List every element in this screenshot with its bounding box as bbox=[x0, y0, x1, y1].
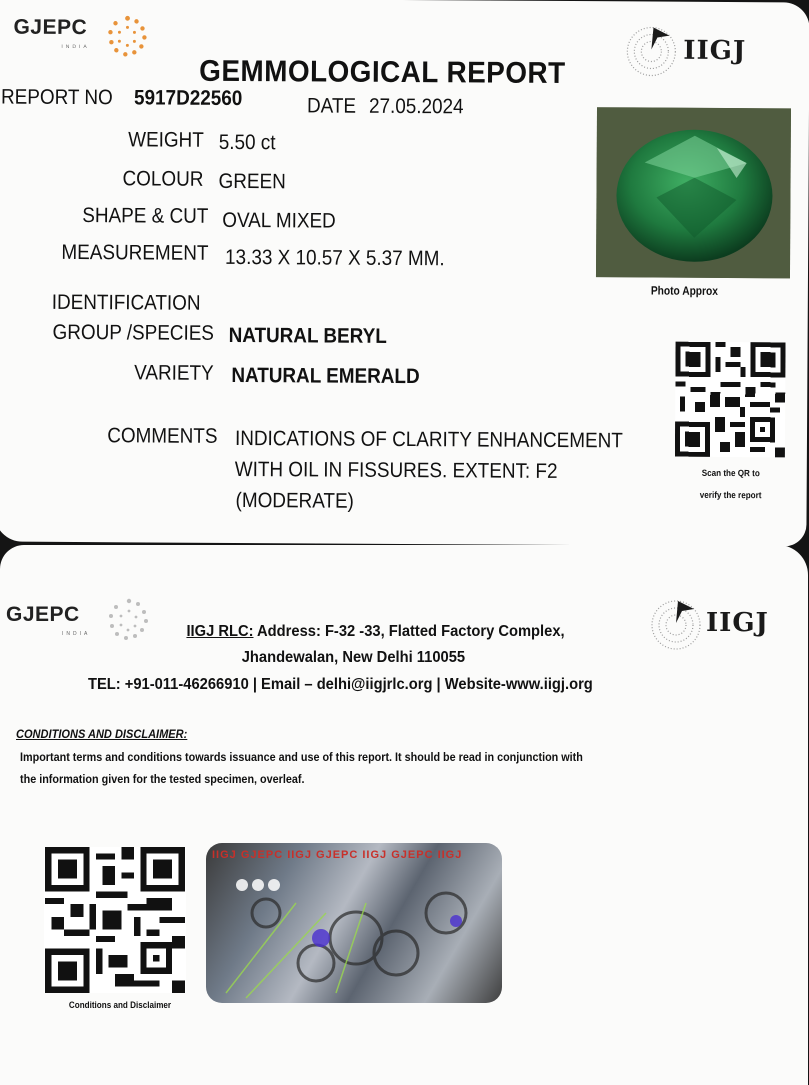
comments-line-2: WITH OIL IN FISSURES. EXTENT: F2 bbox=[234, 457, 558, 483]
date-value: 27.05.2024 bbox=[368, 94, 464, 119]
iigj-burst-icon bbox=[623, 23, 679, 79]
gjepc-logo-text: GJEPC bbox=[13, 15, 88, 40]
conditions-qr-code[interactable] bbox=[44, 847, 186, 993]
shape-cut-value: OVAL MIXED bbox=[222, 208, 336, 233]
gjepc-logo-subtext-back: INDIA bbox=[62, 631, 91, 637]
weight-value: 5.50 ct bbox=[218, 130, 276, 155]
gjepc-sunburst-back-icon bbox=[104, 595, 154, 645]
qr-caption-line-2: verify the report bbox=[699, 489, 762, 501]
hologram-text: IIGJ GJEPC IIGJ GJEPC IIGJ GJEPC IIGJ bbox=[212, 849, 463, 861]
gjepc-sunburst-icon bbox=[103, 12, 151, 60]
weight-label: WEIGHT bbox=[128, 128, 204, 152]
variety-label: VARIETY bbox=[133, 361, 214, 385]
gjepc-logo-subtext: INDIA bbox=[61, 43, 90, 51]
iigj-logo-text-back: IIGJ bbox=[706, 608, 769, 638]
group-species-label: GROUP /SPECIES bbox=[52, 320, 214, 345]
shape-cut-label: SHAPE & CUT bbox=[82, 204, 209, 228]
identification-label: IDENTIFICATION bbox=[51, 290, 201, 315]
variety-value: NATURAL EMERALD bbox=[231, 363, 420, 389]
qr-caption-line-1: Scan the QR to bbox=[701, 467, 760, 479]
report-title: GEMMOLOGICAL REPORT bbox=[199, 54, 566, 90]
measurement-value: 13.33 X 10.57 X 5.37 MM. bbox=[225, 245, 445, 271]
iigj-burst-back-icon bbox=[648, 597, 704, 653]
conditions-heading: CONDITIONS AND DISCLAIMER: bbox=[16, 727, 188, 741]
emerald-gem-icon bbox=[596, 107, 791, 278]
conditions-text-1: Important terms and conditions towards issuance and use of this report. It should be read in conjunction with bbox=[20, 750, 583, 764]
address-lead: IIGJ RLC: bbox=[186, 623, 254, 640]
comments-line-1: INDICATIONS OF CLARITY ENHANCEMENT bbox=[234, 426, 623, 453]
colour-label: COLOUR bbox=[122, 167, 204, 191]
iigj-logo-text: IIGJ bbox=[683, 35, 747, 67]
measurement-label: MEASUREMENT bbox=[61, 240, 209, 265]
contact-line: TEL: +91-011-46266910 | Email – delhi@iigjrlc.org | Website-www.iigj.org bbox=[87, 676, 593, 693]
address-text: Address: F-32 -33, Flatted Factory Complex, bbox=[253, 623, 565, 640]
address-line-2: Jhandewalan, New Delhi 110055 bbox=[241, 649, 466, 666]
gem-photo bbox=[596, 107, 791, 278]
colour-value: GREEN bbox=[218, 169, 286, 194]
comments-label: COMMENTS bbox=[106, 424, 218, 448]
hologram-pattern-icon bbox=[206, 843, 502, 1003]
date-label: DATE bbox=[306, 94, 357, 118]
conditions-text-2: the information given for the tested specimen, overleaf. bbox=[20, 772, 305, 786]
report-no-label: REPORT NO bbox=[0, 85, 113, 110]
report-no-value: 5917D22560 bbox=[133, 86, 243, 111]
group-species-value: NATURAL BERYL bbox=[228, 323, 387, 348]
security-hologram bbox=[206, 843, 502, 1003]
address-line-1 bbox=[186, 623, 564, 641]
conditions-qr-caption: Conditions and Disclaimer bbox=[68, 1000, 172, 1010]
verify-qr-code[interactable] bbox=[675, 342, 786, 458]
report-card-back bbox=[0, 545, 808, 1085]
comments-line-3: (MODERATE) bbox=[235, 488, 354, 513]
gjepc-logo-text-back: GJEPC bbox=[6, 603, 80, 626]
photo-caption: Photo Approx bbox=[650, 283, 718, 298]
